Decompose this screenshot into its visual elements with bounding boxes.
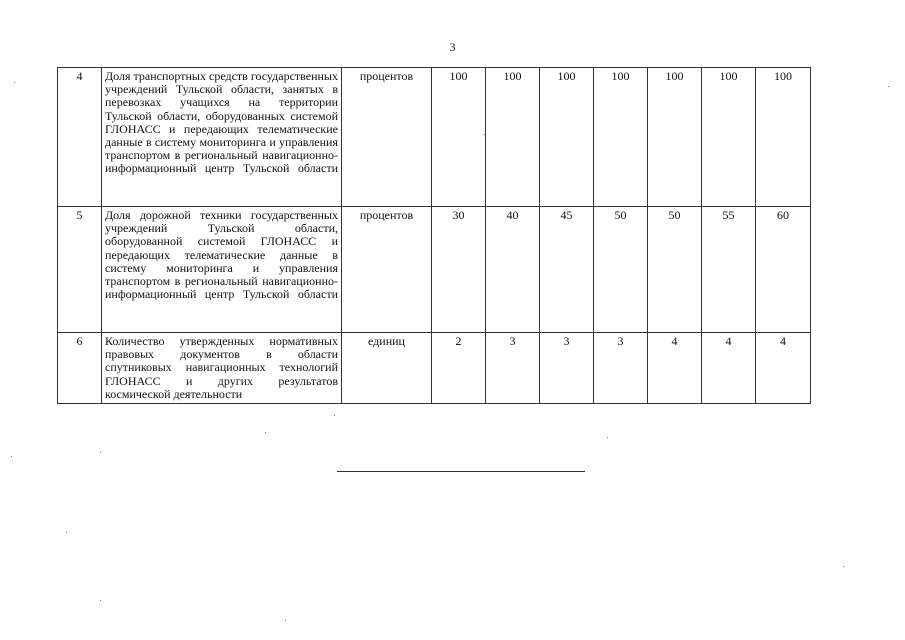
scan-speck: [484, 134, 485, 135]
scan-speck: [334, 415, 335, 416]
value-cell: 45: [540, 207, 594, 333]
table-row: [58, 207, 811, 333]
indicator-description: Количество утвержденных нормативных правовых документов в области спутниковых навигационных технологий ГЛОНАСС и других результатов космической деятельности: [102, 333, 342, 404]
value-cell: 100: [648, 68, 702, 207]
row-number: 4: [58, 68, 102, 207]
value-cell: 3: [594, 333, 648, 404]
scan-speck: [265, 432, 266, 433]
value-cell: 4: [756, 333, 811, 404]
row-number: 5: [58, 207, 102, 333]
value-cell: 4: [648, 333, 702, 404]
indicators-table: [57, 67, 811, 404]
scan-speck: [11, 456, 12, 457]
indicator-description: Доля дорожной техники государственных учреждений Тульской области, оборудованной системой ГЛОНАСС и передающих телематические данные в систему мониторинга и управления транспортом в региональный навигационно-информационный центр Тульской области: [102, 207, 342, 333]
scan-speck: [843, 566, 844, 567]
scan-speck: [888, 86, 889, 87]
indicator-description: Доля транспортных средств государственных учреждений Тульской области, занятых в перевозках учащихся на территории Тульской области, оборудованных системой ГЛОНАСС и передающих телематические данные в систему мониторинга и управления транспортом в региональный навигационно-информационный центр Тульской области: [102, 68, 342, 207]
scan-speck: [66, 532, 67, 533]
value-cell: 100: [432, 68, 486, 207]
scan-speck: [607, 437, 608, 438]
value-cell: 50: [648, 207, 702, 333]
scan-speck: [14, 82, 15, 83]
row-number: 6: [58, 333, 102, 404]
scan-speck: [285, 620, 286, 621]
unit-cell: процентов: [342, 68, 432, 207]
value-cell: 50: [594, 207, 648, 333]
scan-speck: [100, 452, 101, 453]
value-cell: 100: [756, 68, 811, 207]
value-cell: 2: [432, 333, 486, 404]
page-number: 3: [449, 40, 456, 54]
value-cell: 55: [702, 207, 756, 333]
value-cell: 100: [486, 68, 540, 207]
closing-rule: [337, 471, 585, 472]
table-row: [58, 333, 811, 404]
value-cell: 100: [594, 68, 648, 207]
value-cell: 100: [540, 68, 594, 207]
value-cell: 4: [702, 333, 756, 404]
value-cell: 40: [486, 207, 540, 333]
value-cell: 30: [432, 207, 486, 333]
scan-speck: [100, 600, 101, 601]
value-cell: 60: [756, 207, 811, 333]
unit-cell: процентов: [342, 207, 432, 333]
value-cell: 3: [486, 333, 540, 404]
value-cell: 100: [702, 68, 756, 207]
unit-cell: единиц: [342, 333, 432, 404]
table-row: [58, 68, 811, 207]
value-cell: 3: [540, 333, 594, 404]
